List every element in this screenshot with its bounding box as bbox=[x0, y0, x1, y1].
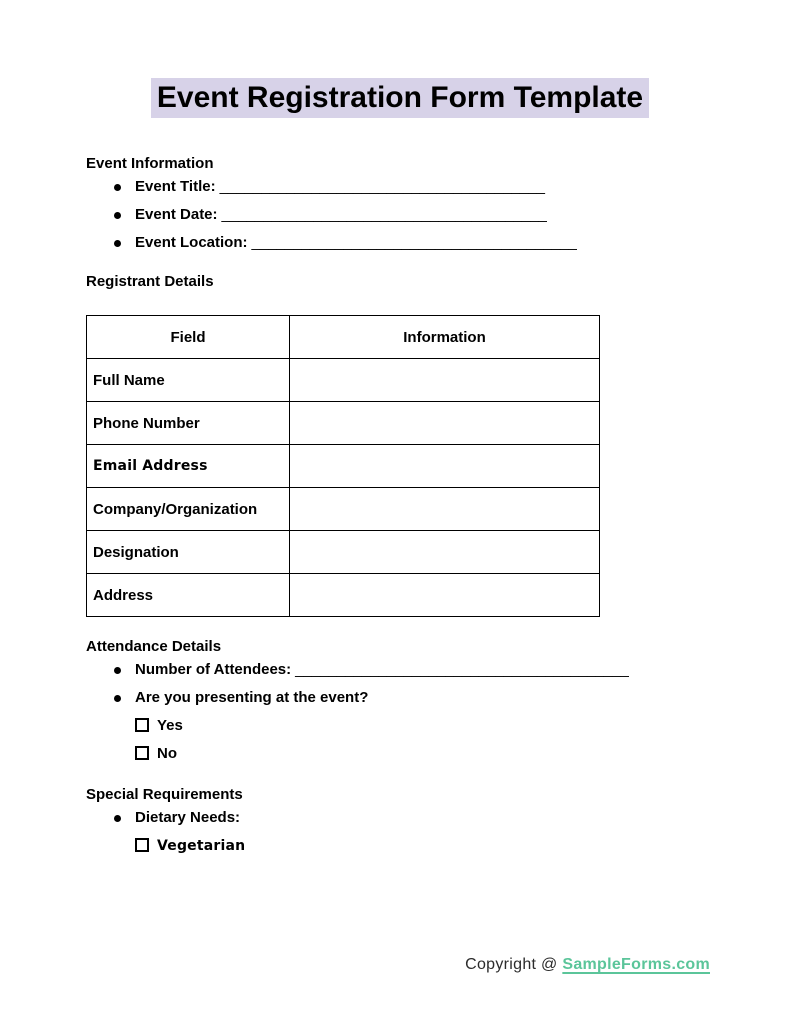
event-date-blank-line[interactable]: _______________________________________ bbox=[221, 206, 547, 223]
table-header-row bbox=[87, 316, 600, 359]
field-label-email-address: Email Address bbox=[87, 445, 290, 488]
section-heading-registrant-details: Registrant Details bbox=[86, 273, 214, 290]
attendance-list bbox=[86, 656, 740, 712]
table-row bbox=[87, 531, 600, 574]
event-title-blank-line[interactable]: _______________________________________ bbox=[219, 178, 545, 195]
table-header-information: Information bbox=[290, 316, 600, 359]
page-title: Event Registration Form Template bbox=[151, 78, 649, 118]
event-info-list bbox=[86, 173, 740, 257]
info-cell-address[interactable] bbox=[290, 574, 600, 617]
event-location-label: Event Location: bbox=[135, 234, 248, 251]
section-heading-event-information: Event Information bbox=[86, 155, 214, 172]
checkbox-label-yes: Yes bbox=[157, 717, 183, 734]
checkbox-vegetarian[interactable] bbox=[135, 838, 149, 852]
table-row bbox=[87, 488, 600, 531]
info-cell-company-organization[interactable] bbox=[290, 488, 600, 531]
info-cell-designation[interactable] bbox=[290, 531, 600, 574]
field-label-full-name: Full Name bbox=[87, 359, 290, 402]
document-body bbox=[86, 155, 740, 860]
copyright-text: Copyright @ bbox=[465, 956, 563, 973]
section-heading-attendance-details: Attendance Details bbox=[86, 638, 222, 655]
list-item-event-title bbox=[86, 173, 740, 201]
event-title-label: Event Title: bbox=[135, 178, 216, 195]
list-item-presenting-question bbox=[86, 684, 740, 712]
field-label-company-organization: Company/Organization bbox=[87, 488, 290, 531]
checkbox-row-vegetarian bbox=[86, 832, 740, 860]
checkbox-row-yes bbox=[86, 712, 740, 740]
table-row bbox=[87, 574, 600, 617]
list-item-number-of-attendees bbox=[86, 656, 740, 684]
list-item-event-date bbox=[86, 201, 740, 229]
field-label-address: Address bbox=[87, 574, 290, 617]
number-of-attendees-blank-line[interactable]: ________________________________________ bbox=[295, 661, 629, 678]
info-cell-email-address[interactable] bbox=[290, 445, 600, 488]
sampleforms-link[interactable]: SampleForms.com bbox=[562, 956, 710, 973]
dietary-needs-label: Dietary Needs: bbox=[135, 809, 241, 826]
registrant-table bbox=[86, 315, 600, 617]
field-label-designation: Designation bbox=[87, 531, 290, 574]
footer bbox=[465, 956, 710, 974]
section-heading-special-requirements: Special Requirements bbox=[86, 786, 243, 803]
table-row bbox=[87, 402, 600, 445]
table-header-field: Field bbox=[87, 316, 290, 359]
event-date-label: Event Date: bbox=[135, 206, 218, 223]
event-location-blank-line[interactable]: _______________________________________ bbox=[251, 234, 577, 251]
table-row bbox=[87, 445, 600, 488]
info-cell-full-name[interactable] bbox=[290, 359, 600, 402]
checkbox-no[interactable] bbox=[135, 746, 149, 760]
checkbox-row-no bbox=[86, 740, 740, 768]
number-of-attendees-label: Number of Attendees: bbox=[135, 661, 292, 678]
checkbox-yes[interactable] bbox=[135, 718, 149, 732]
checkbox-label-vegetarian: Vegetarian bbox=[157, 838, 246, 854]
presenting-question-label: Are you presenting at the event? bbox=[135, 689, 369, 706]
special-requirements-list bbox=[86, 804, 740, 832]
list-item-dietary-needs bbox=[86, 804, 740, 832]
list-item-event-location bbox=[86, 229, 740, 257]
title-row bbox=[0, 0, 800, 118]
checkbox-label-no: No bbox=[157, 745, 177, 762]
table-row bbox=[87, 359, 600, 402]
info-cell-phone-number[interactable] bbox=[290, 402, 600, 445]
field-label-phone-number: Phone Number bbox=[87, 402, 290, 445]
